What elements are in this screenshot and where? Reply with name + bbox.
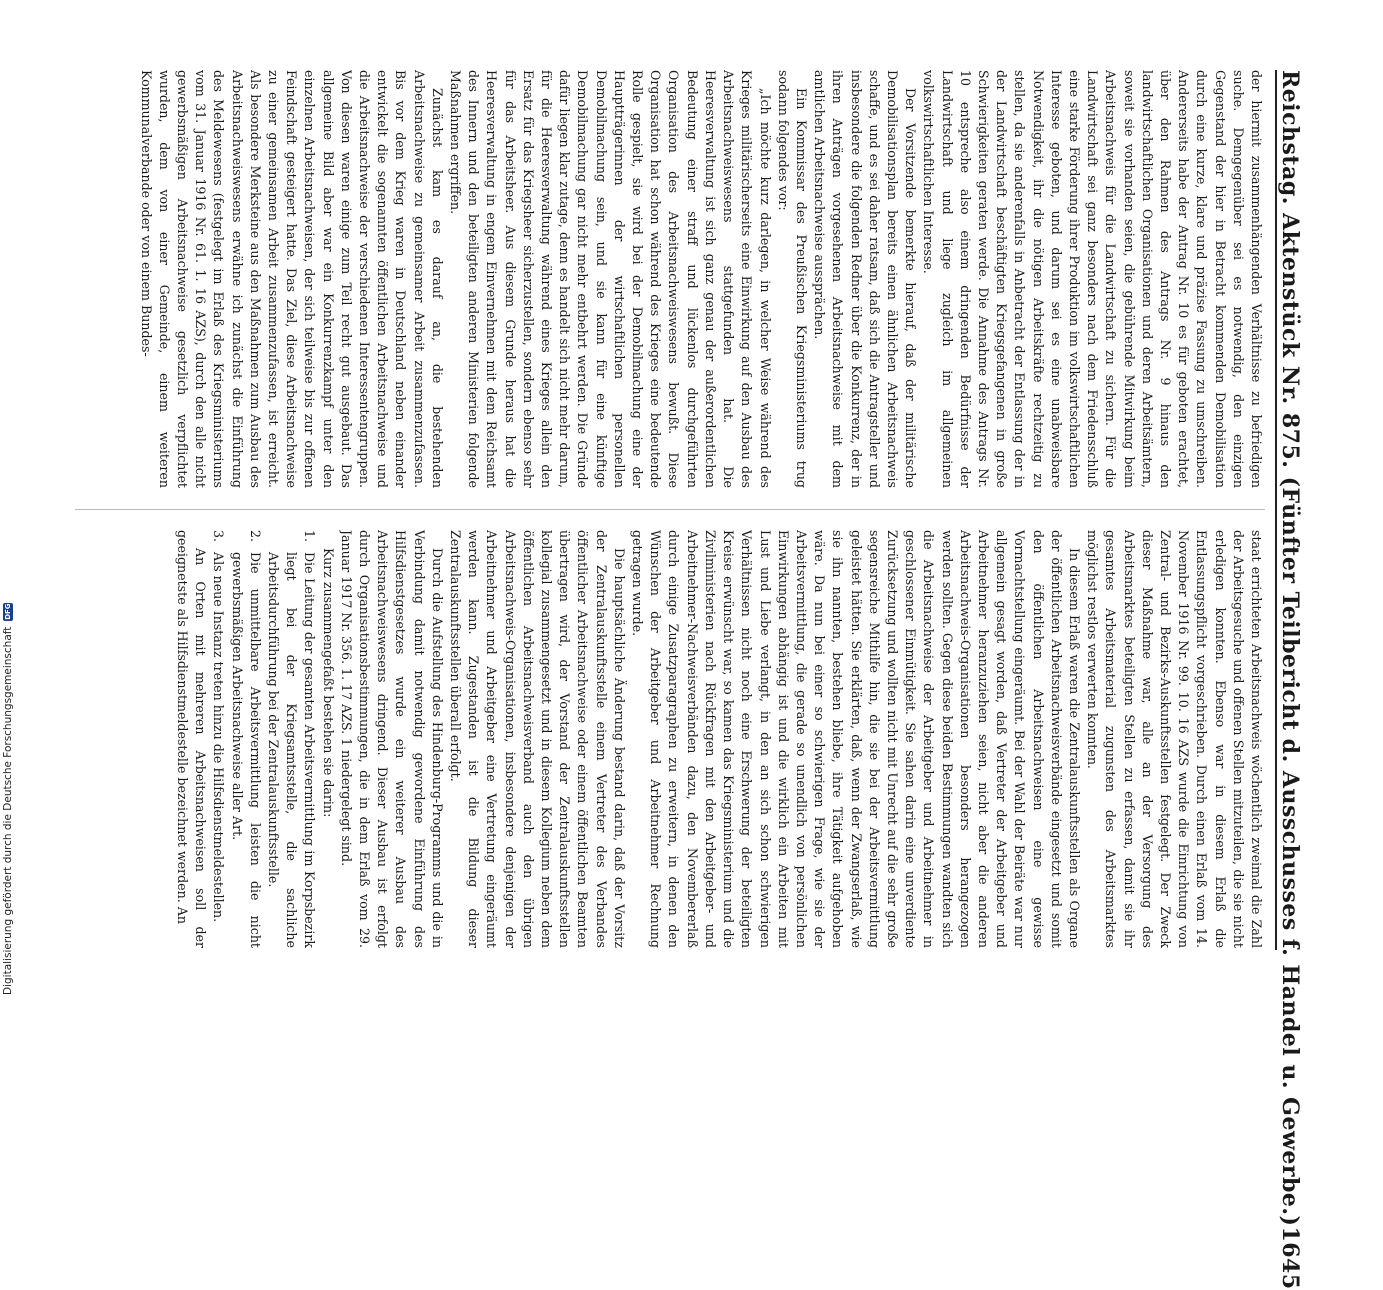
right-column: [75, 530, 1265, 948]
paragraph: Die hauptsächliche Änderung bestand darin, daß der Vorsitz der Zentralauskunftsstelle einem Vertreter des Verbandes öffentlicher Arbeitsnachweise oder einem öffentlichen Beamten übertragen wird, der Vorstand der Zentralauskunftsstellen kollegial zusammengesetzt und in diesem Kollegium neben dem öffentlichen Arbeitsnachweisverband auch den übrigen Arbeitsnachweis-Organisationen, insbesondere denjenigen der Arbeitnehmer und Arbeitgeber eine Vertretung eingeräumt werden kann. Zugestanden ist die Bildung dieser Zentralauskunftsstellen überall erfolgt.: [448, 530, 627, 948]
dfg-logo-icon: DFG: [4, 603, 12, 620]
paragraph: Kurz zusammengefaßt bestehen sie darin:: [320, 548, 336, 818]
list-number: 3.: [211, 530, 227, 543]
paragraph: der hiermit zusammenhängenden Verhältnisse zu befriedigen suche. Demgegenüber sei es notwendig, den einzigen Gegenstand der hier in Betracht kommenden Demobilisation durch eine kurze, klare und präzise Fassung zu umschreiben. Andererseits habe der Antrag Nr. 10 es für geboten erachtet, über den Rahmen des Antrags Nr. 9 hinaus den landwirtschaftlichen Organisationen und deren Arbeitsämtern, soweit sie vorhanden seien, die gebührende Mitwirkung beim Arbeitsnachweis für die Landwirtschaft zu sichern. Für die Landwirtschaft sei ganz besonders nach dem Friedensschluß eine starke Förderung ihrer Produktion im volkswirtschaftlichen Interesse geboten, und darum sei es eine unabweisbare Notwendigkeit, ihr die nötigen Arbeitskräfte rechtzeitig zu stellen, da sie anderenfalls in Anbetracht der Entlassung der in der Landwirtschaft beschäftigten Kriegsgefangenen in große Schwierigkeiten geraten werde. Die Annahme des Antrags Nr. 10 entspreche also einem dringenden Bedürfnisse der Landwirtschaft und liege zugleich im allgemeinen volkswirtschaftlichen Interesse.: [921, 70, 1264, 488]
left-column: [75, 70, 1265, 488]
paragraph: Der Vorsitzende bemerkte hierauf, daß der militärische Demobilisationsplan bereits einen ähnlichen Arbeitsnachweis schaffe, und es sei daher ratsam, daß sich die Antragsteller und insbesondere die folgenden Redner über die Konkurrenz, der in ihren Anträgen vorgesehenen Arbeitsnachweise mit dem amtlichen Arbeitsnachweise aussprächen.: [812, 70, 919, 488]
paragraph: An Orten mit mehreren Arbeitsnachweisen soll der geeignetste als Hilfsdienstmeldestelle bezeichnet werden. An: [175, 530, 209, 948]
footer-text: Digitalisierung gefördert durch die Deutsche Forschungsgemeinschaft: [2, 626, 14, 995]
paragraph: Zunächst kam es darauf an, die bestehenden Arbeitsnachweise zu gemeinsamer Arbeit zusammenzufassen. Bis vor dem Krieg waren in Deutschland neben einander entwickelt die sogenannten öffentlichen Arbeitsnachweise und die Arbeitsnachweise der verschiedenen Interessentengruppen. Von diesen waren einige zum Teil recht gut ausgebaut. Das allgemeine Bild aber war ein Konkurrenzkampf unter den einzelnen Arbeitsnachweisen, der sich teilweise bis zur offenen Feindschaft gesteigert hatte. Das Ziel, diese Arbeitsnachweise zu einer gemeinsamen Arbeit zusammenzufassen, ist erreicht. Als besondere Merksteine aus den Maßnahmen zum Ausbau des Arbeitsnachweiswesens erwähne ich zunächst die Einführung des Meldewesens (festgelegt im Erlaß des Kriegsministeriums vom 31. Januar 1916 Nr. 61. 1. 16 AZS), durch den alle nicht gewerbsmäßigen Arbeitsnachweise gesetzlich verpflichtet wurden, dem von einer Gemeinde, einem weiteren Kommunalverbande oder von einem Bundes-: [138, 70, 445, 488]
page-number: 1645: [1277, 1226, 1303, 1290]
list-item: [264, 530, 319, 948]
list-item: [209, 530, 227, 948]
paragraph: Ein Kommissar des Preußischen Kriegsministeriums trug sodann folgendes vor:: [775, 70, 809, 488]
document-page: [63, 70, 1313, 1290]
digitization-footer: [2, 603, 14, 995]
list-text: Die Leitung der gesamten Arbeitsvermittlung im Korpsbezirk liegt bei der Kriegsamtsstelle, die sachliche Arbeitsdurchführung bei der Zentralauskunftsstelle.: [266, 552, 318, 948]
list-item: [227, 530, 263, 948]
page-header: [1275, 70, 1313, 1290]
list-number: 1.: [302, 530, 318, 543]
paragraph: In diesem Erlaß waren die Zentralauskunftsstellen als Organe der öffentlichen Arbeitsnachweisverbände eingesetzt und somit den öffentlichen Arbeitsnachweisen eine gewisse Vormachtstellung eingeräumt. Bei der Wahl der Beiräte war nur allgemein gesagt worden, daß Vertreter der Arbeitgeber und Arbeitnehmer heranzuziehen seien, nicht aber die anderen Arbeitsnachweis-Organisationen besonders herangezogen werden sollten. Gegen diese beiden Bestimmungen wandten sich die Arbeitsnachweise der Arbeitgeber und Arbeitnehmer in geschlossener Einmütigkeit. Sie sahen darin eine unverdiente Zurücksetzung und wollten nicht mit Unrecht auf die sehr große segensreiche Mithilfe hin, die sie bei der Arbeitsvermittlung geleistet hätten. Sie erklärten, daß, wenn der Zwangserlaß, wie sie ihn nannten, bestehen bliebe, ihre Tätigkeit aufgehoben wäre. Da nun bei einer so schwierigen Frage, wie sie der Arbeitsvermittlung, die gerade so unendlich von persönlichen Einwirkungen abhängig ist und die wirklich ein Arbeiten mit Lust und Liebe verlangt, in den an sich schon schwierigen Verhältnissen nicht noch eine Erschwerung der beteiligten Kreise erwünscht war, so kamen das Kriegsministerium und die Zivilministerien nach Rückfragen mit den Arbeitgeber- und Arbeitnehmer-Nachweisverbänden dazu, den Novembererlaß durch einige Zusatzparagraphen zu erweitern, in denen den Wünschen der Arbeitgeber und Arbeitnehmer Rechnung getragen wurde.: [630, 530, 1082, 948]
numbered-list: [209, 530, 318, 948]
list-text: Die unmittelbare Arbeitsvermittlung leisten die nicht gewerbsmäßigen Arbeitsnachweise aller Art.: [229, 552, 263, 948]
header-title: Reichstag. Aktenstück Nr. 875. (Fünfter Teilbericht d. Ausschusses f. Handel u. Gewerbe.): [1277, 70, 1303, 1227]
column-divider: [75, 509, 1265, 510]
paragraph: staat errichteten Arbeitsnachweis wöchentlich zweimal die Zahl der Arbeitsgesuche und offenen Stellen mitzuteilen, die sie nicht erledigen konnten. Ebenso war in diesem Erlaß die Entlassungspflicht vorgeschrieben. Durch einen Erlaß vom 14. November 1916 Nr. 99. 10. 16 AZS wurde die Einrichtung von Zentral- und Bezirks-Auskunftsstellen festgelegt. Der Zweck dieser Maßnahme war, alle an der Versorgung des Arbeitsmarktes beteiligten Stellen zu erfassen, damit sie ihr gesamtes Arbeitsmaterial zugunsten des Arbeitsmarktes möglichst restlos verwerten konnten.: [1085, 530, 1264, 948]
list-text: Als neue Instanz treten hinzu die Hilfsdienstmeldestellen.: [211, 552, 227, 923]
list-number: 2.: [247, 530, 263, 543]
paragraph: Durch die Aufstellung des Hindenburg-Programms und die in Verbindung damit notwendig gewordene Einführung des Hilfsdienstgesetzes wurde ein weiterer Ausbau des Arbeitsnachweiswesens dringend. Dieser Ausbau ist erfolgt durch Organisationsbestimmungen, die in dem Erlaß vom 29. Januar 1917 Nr. 356. 1. 17 AZS. 1 niedergelegt sind.: [338, 530, 445, 948]
paragraph: „Ich möchte kurz darlegen, in welcher Weise während des Krieges militärischerseits eine Einwirkung auf den Ausbau des Arbeitsnachweiswesens stattgefunden hat. Die Heeresverwaltung ist sich ganz genau der außerordentlichen Bedeutung einer straff und lückenlos durchgeführten Organisation des Arbeitsnachweiswesens bewußt. Diese Organisation hat schon während des Krieges eine bedeutende Rolle gespielt, sie wird bei der Demobilmachung eine der Hauptträgerinnen der wirtschaftlichen personellen Demobilmachung sein, und sie kann für eine künftige Demobilmachung gar nicht mehr entbehrt werden. Die Gründe dafür liegen klar zutage, denn es handelt sich nicht mehr darum, für die Heeresverwaltung während eines Krieges allein den Ersatz für das Kriegsheer sicherzustellen, sondern ebenso sehr für das Arbeitsheer. Aus diesem Grunde heraus hat die Heeresverwaltung in engem Einvernehmen mit dem Reichsamt des Innern und den beteiligten anderen Ministerien folgende Maßnahmen ergriffen.: [448, 70, 773, 488]
